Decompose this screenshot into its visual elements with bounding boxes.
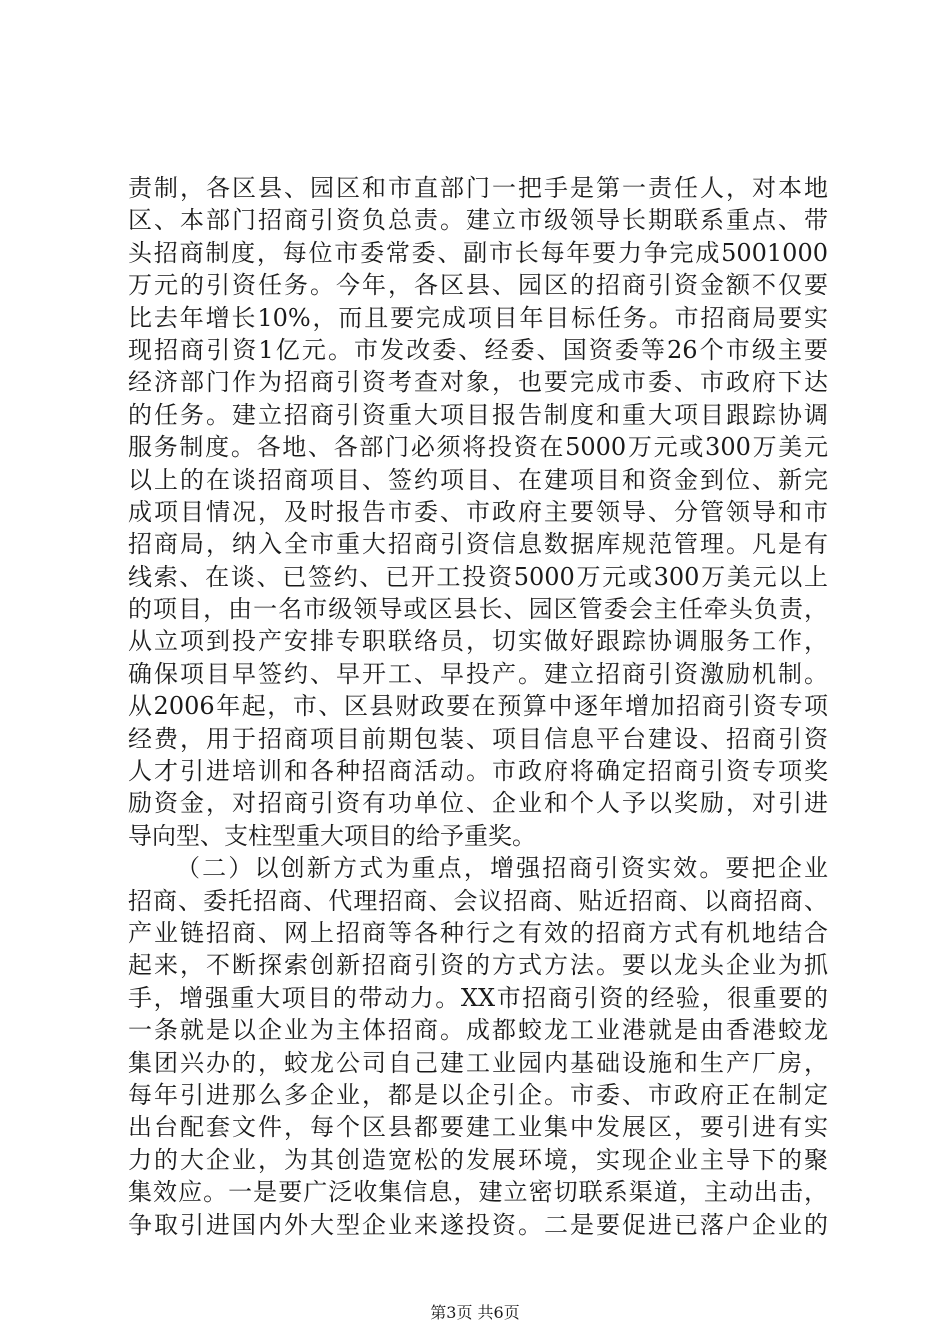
- text-line: 从2006年起，市、区县财政要在预算中逐年增加招商引资专项: [128, 692, 828, 721]
- text-line: 出台配套文件，每个区县都要建工业集中发展区，要引进有实: [128, 1113, 828, 1142]
- text-line: 的任务。建立招商引资重大项目报告制度和重大项目跟踪协调: [128, 400, 828, 429]
- page-footer: 第3页 共6页: [430, 1303, 520, 1322]
- text-line: 万元的引资任务。今年，各区县、园区的招商引资金额不仅要: [128, 271, 828, 300]
- text-line: 产业链招商、网上招商等各种行之有效的招商方式有机地结合: [128, 918, 828, 947]
- text-line: 每年引进那么多企业，都是以企引企。市委、市政府正在制定: [128, 1080, 828, 1109]
- text-line: 经费，用于招商项目前期包装、项目信息平台建设、招商引资: [128, 724, 828, 753]
- text-line: 争取引进国内外大型企业来遂投资。二是要促进已落户企业的: [128, 1210, 828, 1239]
- text-line: 手，增强重大项目的带动力。XX市招商引资的经验，很重要的: [128, 983, 828, 1012]
- text-line: 一条就是以企业为主体招商。成都蛟龙工业港就是由香港蛟龙: [128, 1016, 828, 1045]
- text-line: 人才引进培训和各种招商活动。市政府将确定招商引资专项奖: [128, 757, 828, 786]
- text-line: 确保项目早签约、早开工、早投产。建立招商引资激励机制。: [128, 659, 828, 688]
- text-line: 经济部门作为招商引资考查对象，也要完成市委、市政府下达: [128, 368, 828, 397]
- text-line: 集团兴办的，蛟龙公司自己建工业园内基础设施和生产厂房，: [128, 1048, 828, 1077]
- text-line: 服务制度。各地、各部门必须将投资在5000万元或300万美元: [128, 433, 828, 462]
- text-line: 头招商制度，每位市委常委、副市长每年要力争完成5001000: [128, 238, 828, 267]
- text-line: 的项目，由一名市级领导或区县长、园区管委会主任牵头负责，: [128, 595, 828, 624]
- text-line: 集效应。一是要广泛收集信息，建立密切联系渠道，主动出击，: [128, 1178, 828, 1207]
- text-line: 责制，各区县、园区和市直部门一把手是第一责任人，对本地: [128, 174, 828, 202]
- text-line: （二）以创新方式为重点，增强招商引资实效。要把企业: [176, 854, 828, 883]
- text-line: 区、本部门招商引资负总责。建立市级领导长期联系重点、带: [128, 206, 828, 235]
- text-line: 招商、委托招商、代理招商、会议招商、贴近招商、以商招商、: [128, 886, 828, 915]
- text-line: 现招商引资1亿元。市发改委、经委、国资委等26个市级主要: [128, 335, 828, 364]
- text-line: 从立项到投产安排专职联络员，切实做好跟踪协调服务工作，: [128, 627, 828, 656]
- text-line: 成项目情况，及时报告市委、市政府主要领导、分管领导和市: [128, 497, 828, 526]
- text-line: 比去年增长10%，而且要完成项目年目标任务。市招商局要实: [128, 303, 828, 332]
- text-line: 线索、在谈、已签约、已开工投资5000万元或300万美元以上: [128, 562, 828, 591]
- body-text: [128, 172, 828, 1241]
- text-line: 招商局，纳入全市重大招商引资信息数据库规范管理。凡是有: [128, 530, 828, 559]
- text-line: 励资金，对招商引资有功单位、企业和个人予以奖励，对引进: [128, 789, 828, 818]
- text-line: 导向型、支柱型重大项目的给予重奖。: [128, 821, 536, 850]
- text-line: 起来，不断探索创新招商引资的方式方法。要以龙头企业为抓: [128, 951, 828, 980]
- text-line: 以上的在谈招商项目、签约项目、在建项目和资金到位、新完: [128, 465, 828, 494]
- text-line: 力的大企业，为其创造宽松的发展环境，实现企业主导下的聚: [128, 1145, 828, 1174]
